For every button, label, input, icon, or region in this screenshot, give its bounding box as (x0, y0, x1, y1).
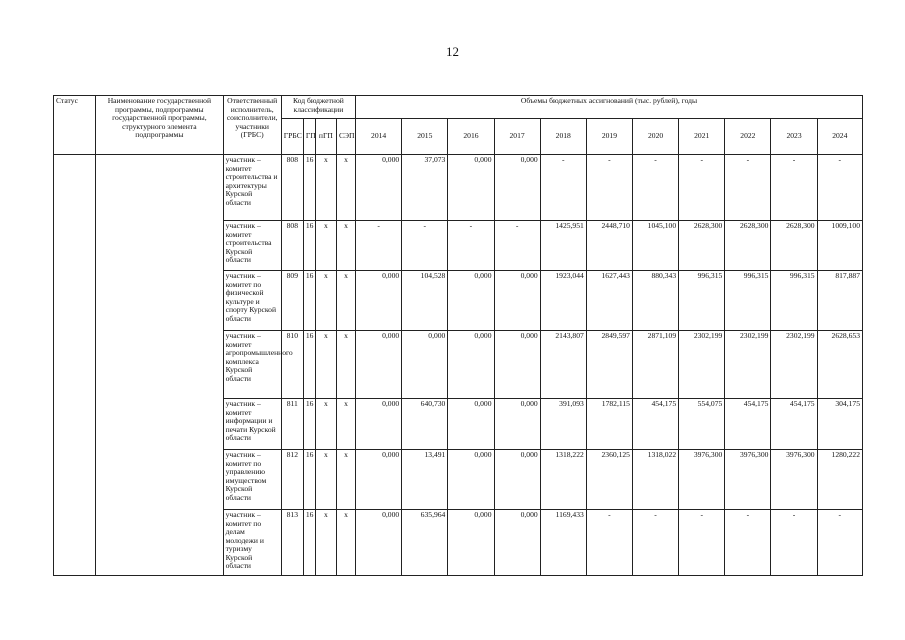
code-cell: х (336, 155, 355, 221)
value-cell: 1923,044 (540, 271, 586, 331)
value-cell: 880,343 (632, 271, 678, 331)
value-cell: 0,000 (494, 271, 540, 331)
header-year-2014: 2014 (356, 119, 402, 155)
value-cell: 3976,300 (771, 450, 817, 510)
header-year-2016: 2016 (448, 119, 494, 155)
value-cell: 0,000 (448, 271, 494, 331)
value-cell: - (817, 155, 862, 221)
value-cell: 3976,300 (679, 450, 725, 510)
code-cell: 16 (303, 271, 315, 331)
code-cell: х (315, 155, 336, 221)
value-cell: 996,315 (725, 271, 771, 331)
budget-table (53, 95, 863, 576)
value-cell: 817,887 (817, 271, 862, 331)
header-year-2019: 2019 (586, 119, 632, 155)
value-cell: 0,000 (356, 331, 402, 399)
code-cell: 812 (281, 450, 303, 510)
value-cell: 635,964 (402, 510, 448, 576)
code-cell: х (336, 221, 355, 271)
value-cell: - (632, 155, 678, 221)
header-year-2018: 2018 (540, 119, 586, 155)
value-cell: - (586, 510, 632, 576)
value-cell: 2871,109 (632, 331, 678, 399)
value-cell: 2628,300 (679, 221, 725, 271)
header-volumes-group: Объемы бюджетных ассигнований (тыс. рублей), годы (356, 96, 863, 119)
value-cell: 2628,300 (771, 221, 817, 271)
value-cell: 454,175 (771, 399, 817, 450)
value-cell: 2302,199 (679, 331, 725, 399)
header-executor: Ответственный исполнитель, соисполнители, участники (ГРБС) (223, 96, 281, 155)
value-cell: 640,730 (402, 399, 448, 450)
page-number: 12 (446, 44, 459, 59)
value-cell: 996,315 (771, 271, 817, 331)
value-cell: - (448, 221, 494, 271)
value-cell: - (771, 510, 817, 576)
header-name: Наименование государственной программы, подпрограммы государственной программы, структурного элемента подпрограммы (96, 96, 223, 155)
value-cell: - (817, 510, 862, 576)
value-cell: 3976,300 (725, 450, 771, 510)
value-cell: - (356, 221, 402, 271)
value-cell: 2849,597 (586, 331, 632, 399)
code-cell: 16 (303, 510, 315, 576)
value-cell: 0,000 (494, 510, 540, 576)
code-cell: 809 (281, 271, 303, 331)
code-cell: х (336, 271, 355, 331)
executor-cell: участник – комитет по управлению имуществом Курской области (223, 450, 281, 510)
value-cell: - (540, 155, 586, 221)
header-year-2020: 2020 (632, 119, 678, 155)
value-cell: 0,000 (356, 399, 402, 450)
value-cell: 0,000 (494, 399, 540, 450)
value-cell: 0,000 (356, 510, 402, 576)
header-status: Статус (54, 96, 96, 155)
value-cell: 0,000 (494, 155, 540, 221)
value-cell: - (725, 155, 771, 221)
code-cell: 16 (303, 221, 315, 271)
executor-cell: участник – комитет строительства и архитектуры Курской области (223, 155, 281, 221)
executor-cell: участник – комитет агропромышленного комплекса Курской области (223, 331, 281, 399)
value-cell: 2628,300 (725, 221, 771, 271)
value-cell: 104,528 (402, 271, 448, 331)
code-cell: х (315, 510, 336, 576)
value-cell: 454,175 (632, 399, 678, 450)
value-cell: 0,000 (402, 331, 448, 399)
value-cell: - (494, 221, 540, 271)
code-cell: 16 (303, 155, 315, 221)
value-cell: 0,000 (494, 450, 540, 510)
value-cell: 1280,222 (817, 450, 862, 510)
value-cell: - (679, 510, 725, 576)
code-cell: х (336, 331, 355, 399)
value-cell: 0,000 (448, 155, 494, 221)
value-cell: - (771, 155, 817, 221)
header-year-2022: 2022 (725, 119, 771, 155)
value-cell: 0,000 (356, 155, 402, 221)
code-cell: 813 (281, 510, 303, 576)
value-cell: - (586, 155, 632, 221)
header-year-2024: 2024 (817, 119, 862, 155)
value-cell: 0,000 (448, 331, 494, 399)
code-cell: х (315, 271, 336, 331)
code-cell: 16 (303, 399, 315, 450)
header-code-group: Код бюджетной классификации (281, 96, 355, 119)
header-year-2021: 2021 (679, 119, 725, 155)
code-cell: 811 (281, 399, 303, 450)
code-cell: 16 (303, 450, 315, 510)
value-cell: - (725, 510, 771, 576)
value-cell: - (402, 221, 448, 271)
value-cell: 2360,125 (586, 450, 632, 510)
value-cell: 554,075 (679, 399, 725, 450)
executor-cell: участник – комитет по делам молодежи и туризму Курской области (223, 510, 281, 576)
value-cell: 454,175 (725, 399, 771, 450)
value-cell: 0,000 (356, 271, 402, 331)
value-cell: 1045,100 (632, 221, 678, 271)
value-cell: 13,491 (402, 450, 448, 510)
status-cell (54, 155, 96, 576)
header-code-0: ГРБС (281, 119, 303, 155)
value-cell: 391,093 (540, 399, 586, 450)
value-cell: 0,000 (494, 331, 540, 399)
header-year-2015: 2015 (402, 119, 448, 155)
value-cell: 2448,710 (586, 221, 632, 271)
executor-cell: участник – комитет по физической культуре и спорту Курской области (223, 271, 281, 331)
value-cell: 304,175 (817, 399, 862, 450)
value-cell: 0,000 (356, 450, 402, 510)
value-cell: 1782,115 (586, 399, 632, 450)
value-cell: 1169,433 (540, 510, 586, 576)
value-cell: 1425,951 (540, 221, 586, 271)
code-cell: х (315, 221, 336, 271)
value-cell: 2628,653 (817, 331, 862, 399)
header-code-1: ГП (303, 119, 315, 155)
header-year-2023: 2023 (771, 119, 817, 155)
code-cell: х (315, 450, 336, 510)
executor-cell: участник – комитет строительства Курской области (223, 221, 281, 271)
value-cell: - (679, 155, 725, 221)
code-cell: х (336, 510, 355, 576)
code-cell: х (315, 331, 336, 399)
value-cell: 996,315 (679, 271, 725, 331)
code-cell: 808 (281, 221, 303, 271)
code-cell: х (315, 399, 336, 450)
table-row (54, 155, 863, 221)
value-cell: 37,073 (402, 155, 448, 221)
code-cell: х (336, 399, 355, 450)
value-cell: 2302,199 (771, 331, 817, 399)
code-cell: 16 (303, 331, 315, 399)
executor-cell: участник – комитет информации и печати Курской области (223, 399, 281, 450)
header-year-2017: 2017 (494, 119, 540, 155)
value-cell: 0,000 (448, 450, 494, 510)
name-cell (96, 155, 223, 576)
code-cell: х (336, 450, 355, 510)
value-cell: 0,000 (448, 510, 494, 576)
value-cell: 0,000 (448, 399, 494, 450)
header-code-2: пГП (315, 119, 336, 155)
value-cell: 1009,100 (817, 221, 862, 271)
value-cell: 1318,022 (632, 450, 678, 510)
value-cell: - (632, 510, 678, 576)
header-code-3: СЭП (336, 119, 355, 155)
value-cell: 2143,807 (540, 331, 586, 399)
value-cell: 2302,199 (725, 331, 771, 399)
value-cell: 1627,443 (586, 271, 632, 331)
value-cell: 1318,222 (540, 450, 586, 510)
code-cell: 808 (281, 155, 303, 221)
code-cell: 810 (281, 331, 303, 399)
